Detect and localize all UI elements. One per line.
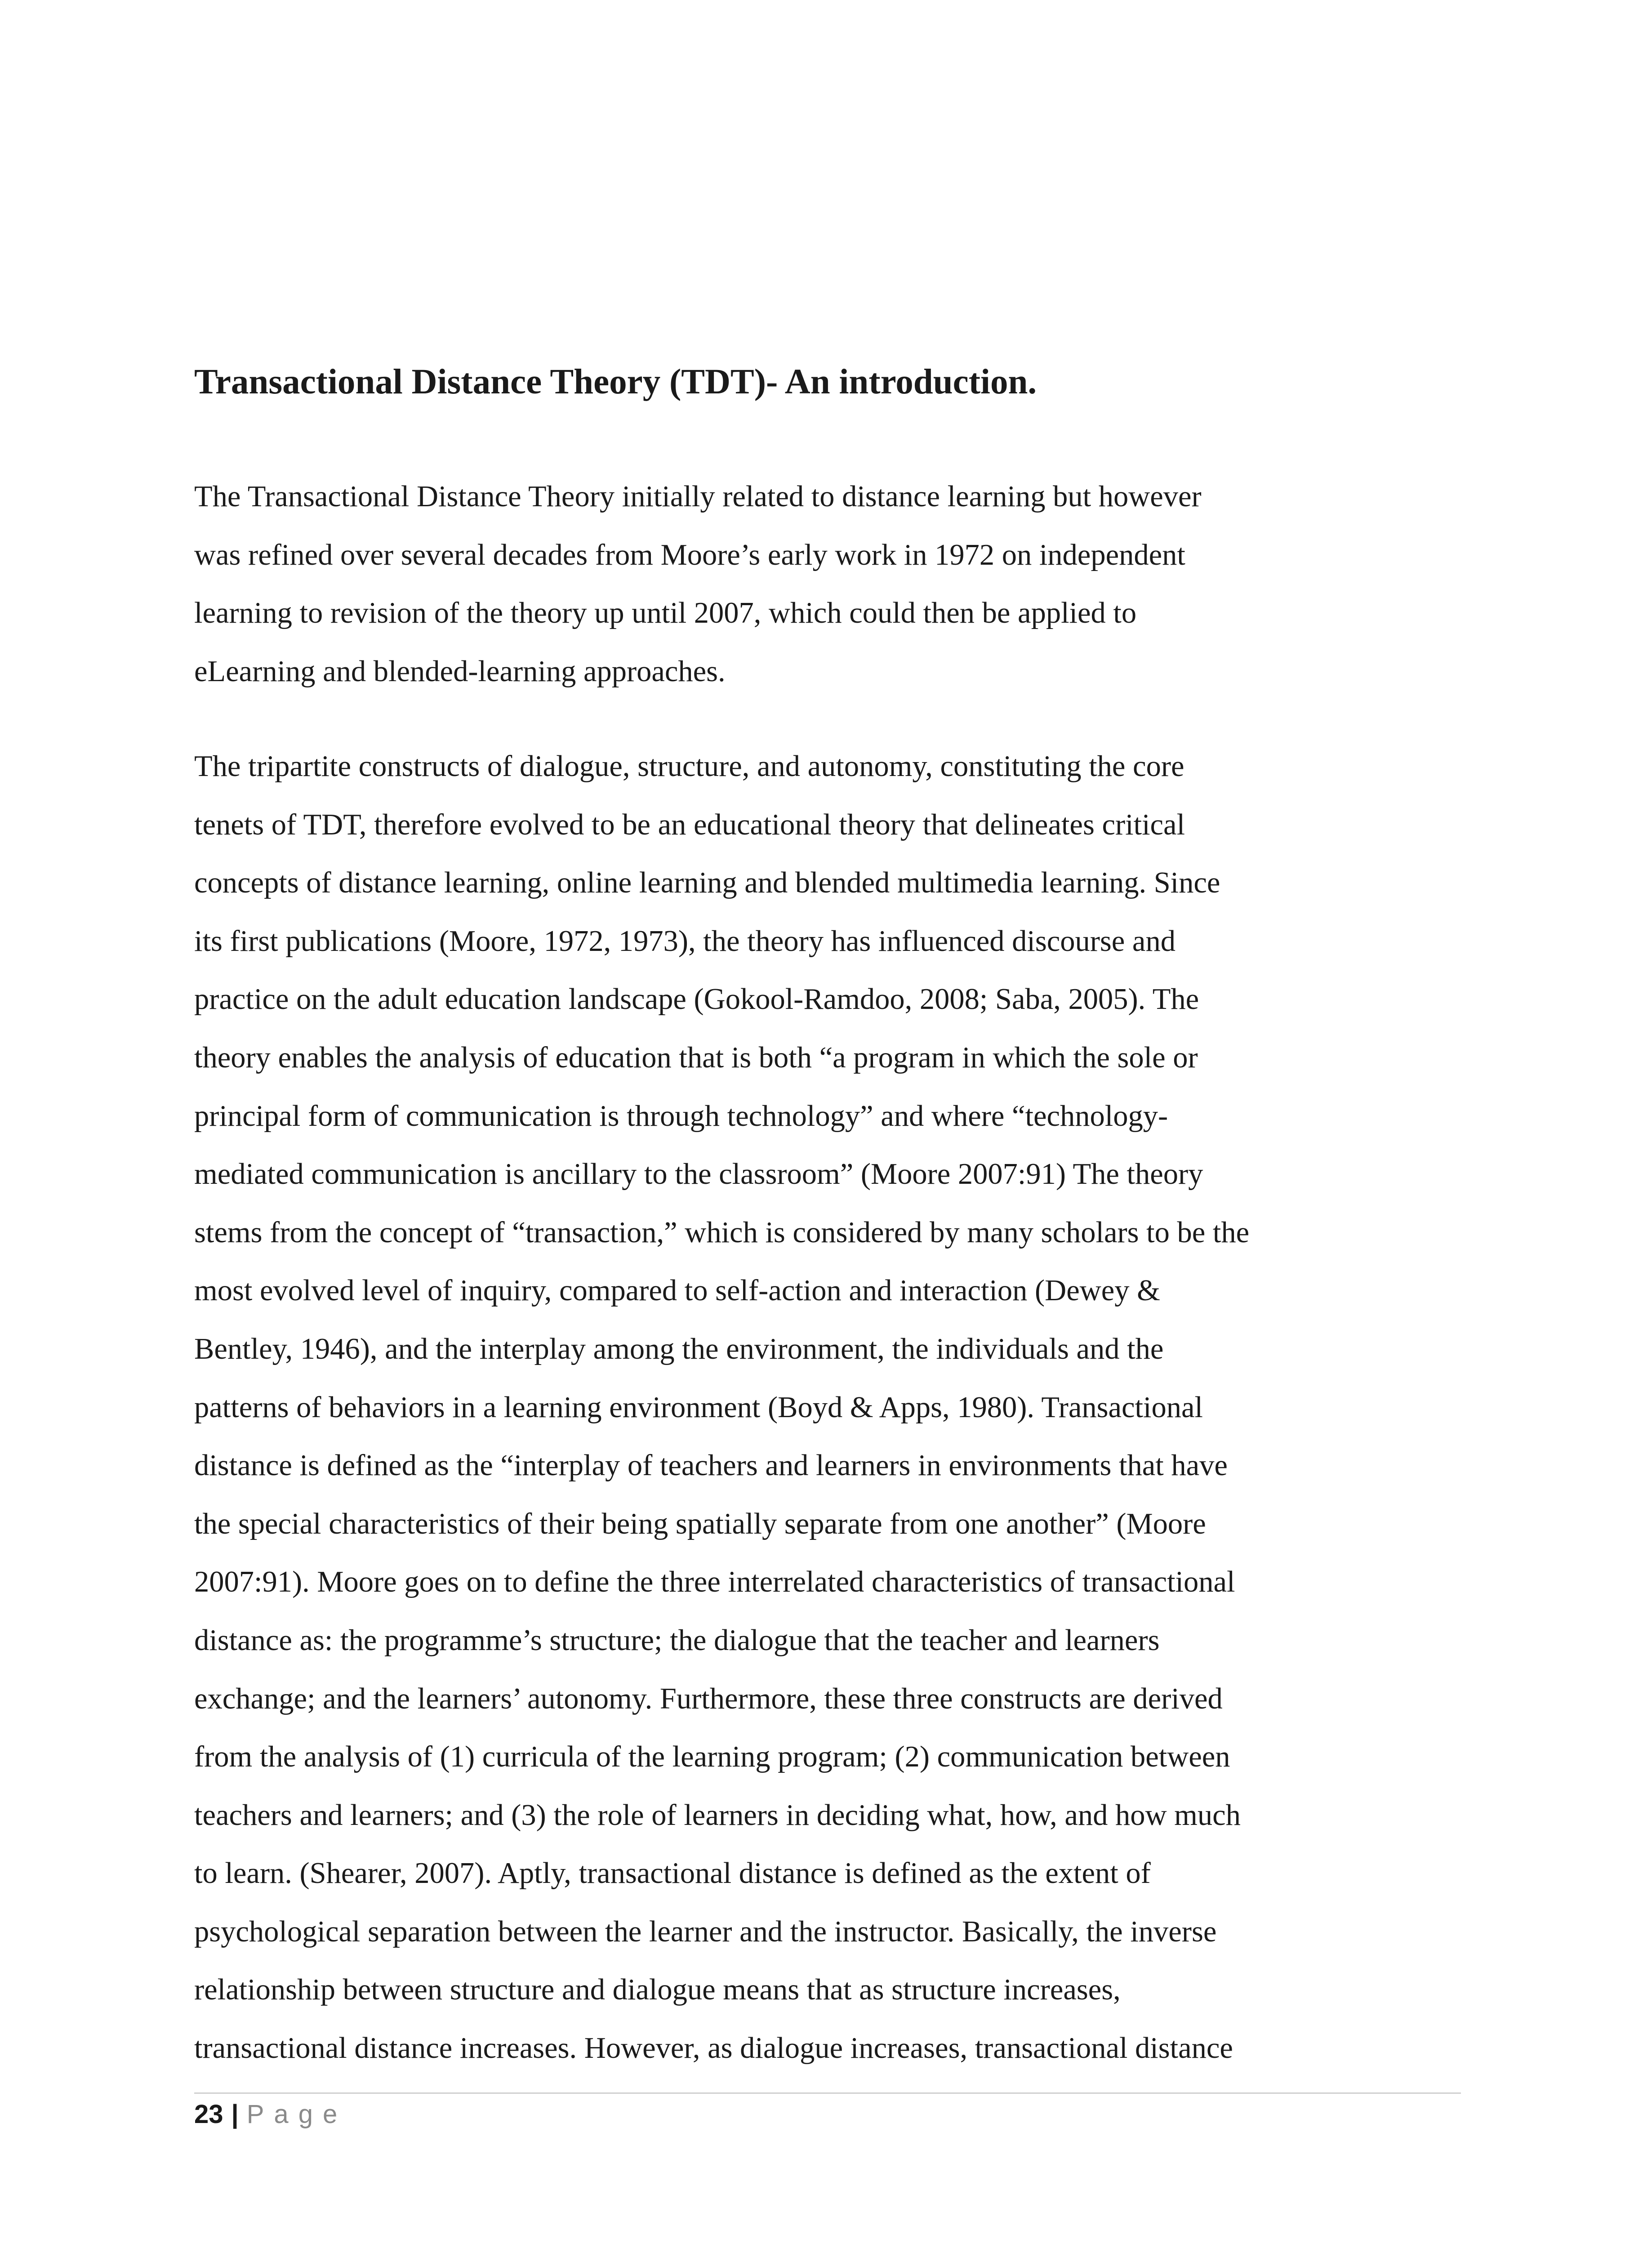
text-line: patterns of behaviors in a learning environment (Boyd & Apps, 1980). Transactional xyxy=(194,1391,1203,1424)
text-line: distance as: the programme’s structure; the dialogue that the teacher and learners xyxy=(194,1624,1160,1657)
page-number: 23 xyxy=(194,2100,223,2129)
text-line: the special characteristics of their being spatially separate from one another” (Moore xyxy=(194,1507,1206,1540)
text-line: from the analysis of (1) curricula of the learning program; (2) communication between xyxy=(194,1740,1230,1774)
footer-divider xyxy=(194,2092,1461,2094)
page-label: Page xyxy=(246,2100,347,2129)
text-line: tenets of TDT, therefore evolved to be an educational theory that delineates critical xyxy=(194,808,1185,841)
paragraph-constructs xyxy=(194,737,1453,2078)
text-line: mediated communication is ancillary to the classroom” (Moore 2007:91) The theory xyxy=(194,1158,1203,1191)
text-line: Bentley, 1946), and the interplay among the environment, the individuals and the xyxy=(194,1332,1164,1365)
text-line: psychological separation between the learner and the instructor. Basically, the inverse xyxy=(194,1915,1217,1948)
text-line: The Transactional Distance Theory initially related to distance learning but however xyxy=(194,480,1202,513)
footer-separator: | xyxy=(231,2100,239,2129)
text-line: most evolved level of inquiry, compared to self-action and interaction (Dewey & xyxy=(194,1274,1160,1307)
page-footer xyxy=(194,2099,347,2130)
text-line: The tripartite constructs of dialogue, structure, and autonomy, constituting the core xyxy=(194,750,1184,783)
text-line: transactional distance increases. However, as dialogue increases, transactional distance xyxy=(194,2032,1233,2065)
text-line: distance is defined as the “interplay of teachers and learners in environments that have xyxy=(194,1449,1228,1482)
text-line: was refined over several decades from Moore’s early work in 1972 on independent xyxy=(194,538,1185,571)
text-line: relationship between structure and dialogue means that as structure increases, xyxy=(194,1973,1121,2007)
text-line: concepts of distance learning, online learning and blended multimedia learning. Since xyxy=(194,866,1220,900)
text-line: eLearning and blended-learning approaches. xyxy=(194,655,726,688)
text-line: theory enables the analysis of education that is both “a program in which the sole or xyxy=(194,1041,1198,1074)
text-line: teachers and learners; and (3) the role of learners in deciding what, how, and how much xyxy=(194,1798,1241,1832)
paragraph-intro xyxy=(194,468,1453,700)
text-line: to learn. (Shearer, 2007). Aptly, transactional distance is defined as the extent of xyxy=(194,1857,1151,1890)
text-line: 2007:91). Moore goes on to define the three interrelated characteristics of transactional xyxy=(194,1566,1235,1599)
text-line: stems from the concept of “transaction,” which is considered by many scholars to be the xyxy=(194,1216,1250,1249)
text-line: principal form of communication is through technology” and where “technology- xyxy=(194,1099,1168,1133)
text-line: its first publications (Moore, 1972, 1973), the theory has influenced discourse and xyxy=(194,924,1176,958)
text-line: practice on the adult education landscape (Gokool-Ramdoo, 2008; Saba, 2005). The xyxy=(194,983,1199,1016)
text-line: learning to revision of the theory up until 2007, which could then be applied to xyxy=(194,597,1137,630)
section-heading: Transactional Distance Theory (TDT)- An introduction. xyxy=(194,362,1037,401)
text-line: exchange; and the learners’ autonomy. Furthermore, these three constructs are derived xyxy=(194,1682,1223,1715)
